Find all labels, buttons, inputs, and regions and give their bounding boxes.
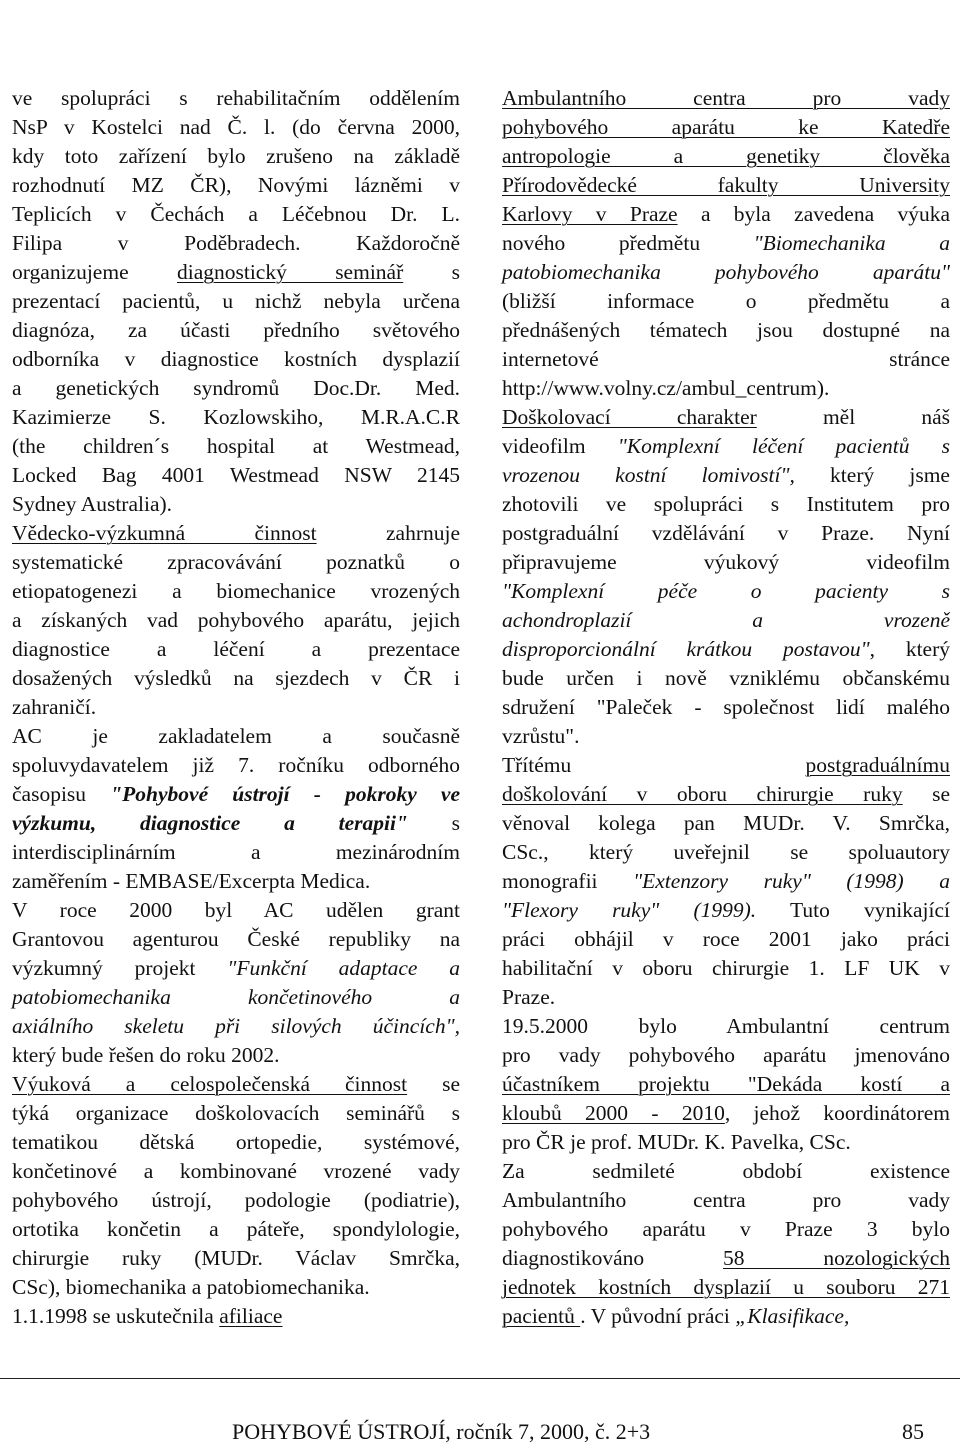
text-line (502, 954, 950, 983)
text-line (502, 722, 950, 751)
text-segment: axiálního skeletu při silových účincích", (12, 1014, 460, 1038)
text-segment: "Extenzory ruky" (1998) a (633, 869, 950, 893)
text-line (12, 229, 460, 258)
text-segment: achondroplazií a vrozeně (502, 608, 950, 632)
text-line (12, 1244, 460, 1273)
text-line (502, 693, 950, 722)
text-line (502, 1012, 950, 1041)
text-segment: CSc., který uveřejnil se spoluautory (502, 840, 950, 864)
text-line (502, 258, 950, 287)
text-segment: diagnostikováno (502, 1246, 724, 1270)
text-segment: (the children´s hospital at Westmead, (12, 434, 460, 458)
text-segment: a genetických syndromů Doc.Dr. Med. (12, 376, 460, 400)
text-line (12, 1215, 460, 1244)
left-text-column (12, 84, 460, 1331)
text-segment: V roce 2000 byl AC udělen grant (12, 898, 460, 922)
text-line (12, 896, 460, 925)
text-segment: "Komplexní léčení pacientů s (617, 434, 950, 458)
text-line (12, 1099, 460, 1128)
text-line (502, 983, 950, 1012)
text-line (12, 1302, 460, 1331)
text-segment: , který (869, 637, 950, 661)
text-line (12, 1070, 460, 1099)
text-segment: vrozenou kostní lomivostí", (502, 463, 795, 487)
text-line (12, 809, 460, 838)
text-segment: kdy toto zařízení bylo zrušeno na základě (12, 144, 460, 168)
underlined-text: postgraduálnímu (805, 753, 950, 777)
text-line (502, 751, 950, 780)
text-segment: "Funkční adaptace a (227, 956, 461, 980)
text-line (12, 838, 460, 867)
text-segment: se (407, 1072, 460, 1096)
text-line (502, 287, 950, 316)
text-segment: týká organizace doškolovacích seminářů s (12, 1101, 460, 1125)
text-line (12, 577, 460, 606)
text-segment: Filipa v Poděbradech. Každoročně (12, 231, 460, 255)
underlined-text: pacientů (502, 1304, 581, 1328)
text-line (502, 519, 950, 548)
text-line (502, 1128, 950, 1157)
underlined-text: doškolování v oboru chirurgie ruky (502, 782, 903, 806)
text-segment: zahraničí. (12, 695, 97, 719)
text-line (502, 606, 950, 635)
underlined-text: Výuková a celospolečenská činnost (12, 1072, 408, 1096)
text-segment: patobiomechanika pohybového aparátu" (502, 260, 950, 284)
underlined-text: kloubů 2000 - 2010 (502, 1101, 725, 1125)
text-segment: videofilm (502, 434, 618, 458)
text-line (502, 345, 950, 374)
text-line (502, 1070, 950, 1099)
text-line (12, 200, 460, 229)
text-segment: bude určen i nově vzniklému občanskému (502, 666, 950, 690)
text-line (502, 577, 950, 606)
text-segment: diagnóza, za účasti předního světového (12, 318, 460, 342)
text-line (12, 1128, 460, 1157)
text-line (502, 780, 950, 809)
text-segment: výzkumu, diagnostice a terapii" (12, 811, 408, 835)
text-line (502, 432, 950, 461)
text-segment: http://www.volny.cz/ambul_centrum). (502, 376, 830, 400)
text-line (12, 374, 460, 403)
text-line (12, 432, 460, 461)
underlined-text: Karlovy v Praze (502, 202, 678, 226)
text-segment: který bude řešen do roku 2002. (12, 1043, 280, 1067)
text-line (12, 606, 460, 635)
text-line (502, 113, 950, 142)
text-segment: Sydney Australia). (12, 492, 173, 516)
text-segment: 19.5.2000 bylo Ambulantní centrum (502, 1014, 950, 1038)
text-segment: časopisu (12, 782, 111, 806)
text-line (12, 519, 460, 548)
underlined-text: Vědecko-výzkumná činnost (12, 521, 317, 545)
text-line (502, 1215, 950, 1244)
text-segment: sdružení "Paleček - společnost lidí malého (502, 695, 950, 719)
text-segment: Locked Bag 4001 Westmead NSW 2145 (12, 463, 460, 487)
text-segment: monografii (502, 869, 634, 893)
text-line (12, 925, 460, 954)
text-segment: se (902, 782, 950, 806)
text-segment: tematikou dětská ortopedie, systémové, (12, 1130, 460, 1154)
text-line (502, 374, 950, 403)
text-line (12, 867, 460, 896)
underlined-text: jednotek kostních dysplazií u souboru 271 (502, 1275, 950, 1299)
text-segment: měl náš (756, 405, 950, 429)
text-line (12, 1041, 460, 1070)
text-segment: práci obhájil v roce 2001 jako práci (502, 927, 950, 951)
text-line (12, 113, 460, 142)
text-line (502, 490, 950, 519)
text-segment: , jehož koordinátorem (724, 1101, 950, 1125)
text-segment: Tuto vynikající (756, 898, 950, 922)
text-segment: „Klasifikace, (735, 1304, 850, 1328)
underlined-text: Přírodovědecké fakulty University (502, 173, 950, 197)
text-line (12, 316, 460, 345)
text-segment: Grantovou agenturou České republiky na (12, 927, 460, 951)
text-segment: rozhodnutí MZ ČR), Novými lázněmi v (12, 173, 460, 197)
text-line (502, 1302, 950, 1331)
text-segment: vzrůstu". (502, 724, 580, 748)
text-line (12, 84, 460, 113)
text-line (502, 1244, 950, 1273)
underlined-text: účastníkem projektu "Dekáda kostí a (502, 1072, 950, 1096)
text-line (12, 693, 460, 722)
text-line (12, 142, 460, 171)
text-segment: Teplicích v Čechách a Léčebnou Dr. L. (12, 202, 460, 226)
text-segment: "Flexory ruky" (1999). (502, 898, 757, 922)
text-segment: přednášených tématech jsou dostupné na (502, 318, 950, 342)
text-line (12, 780, 460, 809)
text-line (502, 403, 950, 432)
text-segment: pohybového aparátu v Praze 3 bylo (502, 1217, 950, 1241)
text-segment: Za sedmileté období existence (502, 1159, 950, 1183)
text-line (12, 171, 460, 200)
text-line (12, 664, 460, 693)
text-line (502, 1099, 950, 1128)
text-segment: zahrnuje (316, 521, 460, 545)
text-segment: "Pohybové ústrojí - pokroky ve (110, 782, 460, 806)
text-line (12, 1157, 460, 1186)
text-line (502, 1273, 950, 1302)
text-segment: chirurgie ruky (MUDr. Václav Smrčka, (12, 1246, 460, 1270)
text-segment: připravujeme výukový videofilm (502, 550, 950, 574)
text-line (12, 345, 460, 374)
text-line (502, 229, 950, 258)
text-line (502, 664, 950, 693)
text-segment: výzkumný projekt (12, 956, 228, 980)
underlined-text: afiliace (219, 1304, 283, 1328)
footer-divider (0, 1378, 960, 1379)
text-segment: odborníka v diagnostice kostních dysplazií (12, 347, 460, 371)
text-segment: a byla zavedena výuka (677, 202, 950, 226)
underlined-text: Doškolovací charakter (502, 405, 757, 429)
text-segment: habilitační v oboru chirurgie 1. LF UK v (502, 956, 950, 980)
underlined-text: 58 nozologických (723, 1246, 951, 1270)
text-line (502, 635, 950, 664)
text-line (502, 461, 950, 490)
text-segment: etiopatogenezi a biomechanice vrozených (12, 579, 460, 603)
text-segment: NsP v Kostelci nad Č. l. (do června 2000, (12, 115, 460, 139)
text-line (502, 1157, 950, 1186)
text-segment: pro ČR je prof. MUDr. K. Pavelka, CSc. (502, 1130, 851, 1154)
text-segment: internetové stránce (502, 347, 950, 371)
underlined-text: pohybového aparátu ke Katedře (502, 115, 950, 139)
text-line (12, 954, 460, 983)
text-segment: pro vady pohybového aparátu jmenováno (502, 1043, 950, 1067)
text-segment: věnoval kolega pan MUDr. V. Smrčka, (502, 811, 950, 835)
text-line (12, 722, 460, 751)
text-segment: systematické zpracovávání poznatků o (12, 550, 460, 574)
text-segment: diagnostice a léčení a prezentace (12, 637, 460, 661)
text-segment: disproporcionální krátkou postavou" (502, 637, 870, 661)
text-line (12, 1012, 460, 1041)
text-line (502, 142, 950, 171)
underlined-text: diagnostický seminář (176, 260, 404, 284)
text-segment: ortotika končetin a páteře, spondylologie, (12, 1217, 460, 1241)
text-segment: AC je zakladatelem a současně (12, 724, 460, 748)
text-segment: dosažených výsledků na sjezdech v ČR i (12, 666, 460, 690)
text-segment: zhotovili ve spolupráci s Institutem pro (502, 492, 950, 516)
text-line (12, 490, 460, 519)
text-segment: s (403, 260, 460, 284)
text-segment: "Biomechanika a (753, 231, 950, 255)
text-line (502, 867, 950, 896)
text-line (502, 809, 950, 838)
text-segment: CSc), biomechanika a patobiomechanika. (12, 1275, 370, 1299)
text-line (502, 838, 950, 867)
text-segment: ve spolupráci s rehabilitačním oddělením (12, 86, 460, 110)
text-segment: postgraduální vzdělávání v Praze. Nyní (502, 521, 950, 545)
text-line (12, 751, 460, 780)
right-text-column (502, 84, 950, 1331)
text-line (502, 896, 950, 925)
text-segment: Třítému (502, 753, 806, 777)
text-segment: "Komplexní péče o pacienty s (502, 579, 950, 603)
text-line (12, 461, 460, 490)
text-segment: s (407, 811, 460, 835)
text-line (12, 548, 460, 577)
text-line (12, 287, 460, 316)
text-line (502, 171, 950, 200)
text-segment: zaměřením - EMBASE/Excerpta Medica. (12, 869, 371, 893)
text-segment: pohybového ústrojí, podologie (podiatrie), (12, 1188, 460, 1212)
text-line (12, 983, 460, 1012)
text-segment: patobiomechanika končetinového a (12, 985, 460, 1009)
text-line (502, 1041, 950, 1070)
text-segment: spoluvydavatelem již 7. ročníku odborného (12, 753, 460, 777)
text-segment: končetinové a kombinované vrozené vady (12, 1159, 460, 1183)
text-line (12, 403, 460, 432)
text-line (502, 84, 950, 113)
text-segment: organizujeme (12, 260, 177, 284)
text-segment: prezentací pacientů, u nichž nebyla určena (12, 289, 460, 313)
footer-journal-title: POHYBOVÉ ÚSTROJÍ, ročník 7, 2000, č. 2+3 (232, 1419, 651, 1444)
text-line (502, 548, 950, 577)
text-line (12, 635, 460, 664)
underlined-text: Ambulantního centra pro vady (502, 86, 950, 110)
text-segment: a získaných vad pohybového aparátu, jejich (12, 608, 460, 632)
text-line (502, 1186, 950, 1215)
text-line (12, 1186, 460, 1215)
text-segment: Kazimierze S. Kozlowskiho, M.R.A.C.R (12, 405, 460, 429)
page-number: 85 (902, 1419, 924, 1444)
text-segment: 1.1.1998 se uskutečnila (12, 1304, 220, 1328)
underlined-text: antropologie a genetiky člověka (502, 144, 950, 168)
text-segment: . V původní práci (580, 1304, 736, 1328)
text-line (12, 1273, 460, 1302)
text-segment: Praze. (502, 985, 556, 1009)
text-segment: který jsme (794, 463, 950, 487)
text-line (502, 200, 950, 229)
text-line (12, 258, 460, 287)
text-line (502, 316, 950, 345)
text-line (502, 925, 950, 954)
text-segment: nového předmětu (502, 231, 754, 255)
text-segment: Ambulantního centra pro vady (502, 1188, 950, 1212)
text-segment: interdisciplinárním a mezinárodním (12, 840, 460, 864)
text-segment: (bližší informace o předmětu a (502, 289, 950, 313)
